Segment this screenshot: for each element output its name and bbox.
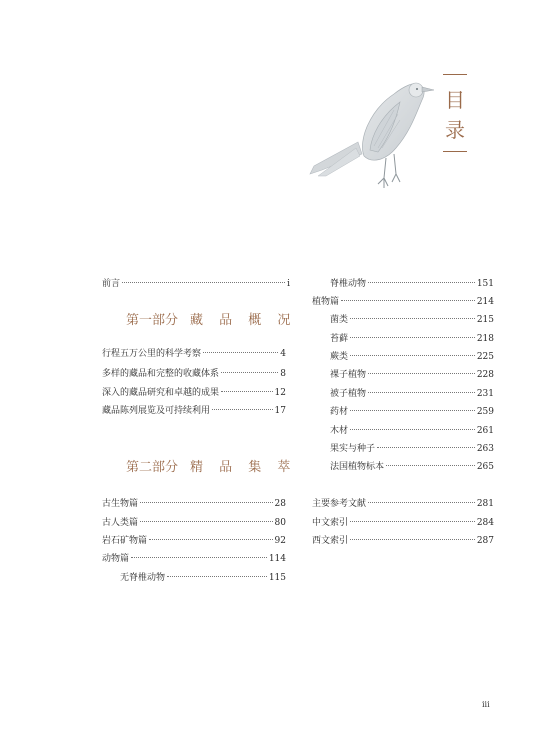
dot-leader [140,502,273,503]
dot-leader [350,410,475,411]
part2-heading [126,459,296,477]
dot-leader [203,352,278,353]
dot-leader [122,282,285,283]
toc-entry-page: 287 [476,536,494,546]
toc-entry-label: 无脊椎动物 [120,573,166,583]
toc-entry-page: 4 [280,349,286,359]
toc-entry-page: 28 [274,499,286,509]
toc-entry-right-8[interactable] [330,404,494,420]
dot-leader [140,521,273,522]
toc-entry-page: 115 [268,573,286,583]
toc-entry-page: 228 [476,370,494,380]
dot-leader [368,373,475,374]
toc-entry-page: 12 [274,388,286,398]
toc-entry-label: 果实与种子 [330,444,376,454]
toc-entry-page: i [287,279,290,289]
title-rule-bottom [443,151,467,152]
toc-entry-right-5[interactable] [330,349,494,365]
toc-entry-label: 西文索引 [312,536,349,546]
toc-entry-page: 261 [476,426,494,436]
bird-illustration-icon [300,70,440,200]
toc-entry-page: 225 [476,352,494,362]
toc-entry-page: 80 [274,518,286,528]
toc-entry-page: 265 [476,462,494,472]
toc-entry-right-1[interactable] [330,276,494,292]
toc-entry-part2-2[interactable] [102,515,286,531]
toc-entry-label: 木材 [330,426,349,436]
dot-leader [350,539,475,540]
toc-entry-label: 蕨类 [330,352,349,362]
title-char-2: 录 [445,118,465,142]
toc-entry-label: 多样的藏品和完整的收藏体系 [102,369,220,379]
dot-leader [350,318,475,319]
toc-entry-page: 263 [476,444,494,454]
part2-name: 精 品 集 萃 [190,460,297,475]
toc-entry-back-1[interactable] [312,496,494,512]
toc-entry-label: 植物篇 [312,297,340,307]
title-char-1: 目 [445,88,465,112]
dot-leader [131,557,267,558]
dot-leader [350,521,475,522]
toc-entry-part2-1[interactable] [102,496,286,512]
toc-entry-page: 231 [476,389,494,399]
toc-entry-part1-3[interactable] [102,385,286,401]
dot-leader [341,300,475,301]
toc-entry-part1-2[interactable] [102,366,286,382]
toc-entry-page: 114 [268,554,286,564]
dot-leader [350,337,475,338]
part1-name: 藏 品 概 况 [190,313,297,328]
toc-entry-part2-3[interactable] [102,533,286,549]
dot-leader [167,576,267,577]
toc-entry-back-2[interactable] [312,515,494,531]
dot-leader [221,391,273,392]
toc-entry-page: 281 [476,499,494,509]
toc-entry-label: 行程五万公里的科学考察 [102,349,202,359]
dot-leader [350,429,475,430]
toc-entry-label: 脊椎动物 [330,279,367,289]
toc-entry-label: 中文索引 [312,518,349,528]
toc-entry-right-7[interactable] [330,386,494,402]
page-number: iii [482,700,490,709]
dot-leader [149,539,273,540]
toc-entry-page: 259 [476,407,494,417]
toc-entry-label: 药材 [330,407,349,417]
toc-entry-page: 215 [476,315,494,325]
toc-entry-label: 古人类篇 [102,518,139,528]
toc-entry-part2-4[interactable] [102,551,286,567]
dot-leader [386,465,475,466]
part2-number: 第二部分 [126,460,179,475]
dot-leader [350,355,475,356]
toc-entry-label: 前言 [102,279,121,289]
toc-entry-label: 法国植物标本 [330,462,385,472]
toc-entry-page: 17 [274,406,286,416]
toc-entry-page: 214 [476,297,494,307]
toc-entry-label: 裸子植物 [330,370,367,380]
toc-entry-right-6[interactable] [330,367,494,383]
toc-entry-label: 被子植物 [330,389,367,399]
toc-entry-part2-5[interactable] [120,570,286,586]
part1-number: 第一部分 [126,313,179,328]
toc-entry-right-10[interactable] [330,441,494,457]
toc-entry-label: 深入的藏品研究和卓越的成果 [102,388,220,398]
title-rule-top [443,74,467,75]
dot-leader [212,409,273,410]
dot-leader [221,372,278,373]
toc-entry-label: 主要参考文献 [312,499,367,509]
toc-entry-back-3[interactable] [312,533,494,549]
part1-heading [126,312,296,330]
toc-entry-preface[interactable] [102,276,290,292]
toc-entry-label: 动物篇 [102,554,130,564]
toc-entry-part1-1[interactable] [102,346,286,362]
toc-entry-label: 古生物篇 [102,499,139,509]
dot-leader [368,502,475,503]
toc-entry-right-3[interactable] [330,312,494,328]
toc-entry-label: 苔藓 [330,334,349,344]
toc-entry-page: 284 [476,518,494,528]
toc-entry-right-4[interactable] [330,331,494,347]
toc-entry-right-11[interactable] [330,459,494,475]
dot-leader [368,282,475,283]
toc-entry-page: 218 [476,334,494,344]
dot-leader [368,392,475,393]
dot-leader [377,447,475,448]
toc-entry-page: 8 [280,369,286,379]
toc-entry-label: 藏品陈列展览及可持续利用 [102,406,211,416]
toc-entry-right-9[interactable] [330,423,494,439]
toc-entry-page: 92 [274,536,286,546]
toc-entry-label: 菌类 [330,315,349,325]
toc-entry-page: 151 [476,279,494,289]
toc-entry-part1-4[interactable] [102,403,286,419]
toc-entry-right-2[interactable] [312,294,494,310]
toc-entry-label: 岩石矿物篇 [102,536,148,546]
